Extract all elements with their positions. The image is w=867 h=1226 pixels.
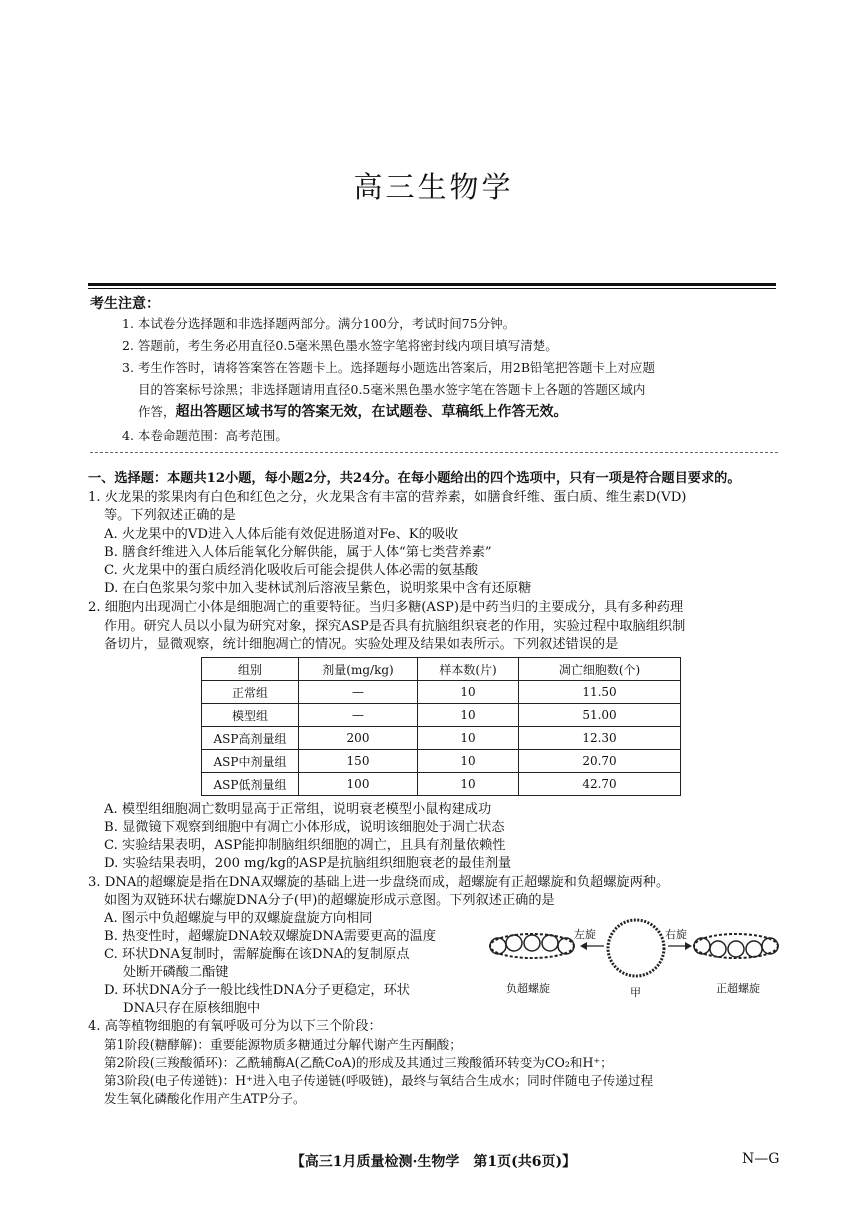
table-cell: 100	[299, 773, 418, 796]
table-header-cell: 组别	[202, 658, 299, 681]
notice-item-4: 4. 本卷命题范围：高考范围。	[122, 428, 288, 443]
q4-stage-1: 第1阶段(糖酵解)：重要能源物质多糖通过分解代谢产生丙酮酸；	[104, 1037, 462, 1052]
fig-label-jia: 甲	[630, 986, 641, 999]
fig-label-right-rotation: 右旋	[665, 928, 687, 941]
table-cell: 11.50	[519, 681, 681, 704]
q2-option-b: B. 显微镜下观察到细胞中有凋亡小体形成，说明该细胞处于凋亡状态	[104, 820, 505, 835]
fig-label-negative-supercoil: 负超螺旋	[506, 982, 550, 995]
relaxed-circle-icon	[608, 920, 664, 976]
fig-label-left-rotation: 左旋	[574, 928, 596, 941]
q1-option-c: C. 火龙果中的蛋白质经消化吸收后可能会提供人体必需的氨基酸	[104, 563, 479, 578]
q3-option-c: C. 环状DNA复制时，需解旋酶在该DNA的复制原点	[104, 947, 410, 962]
q3-option-d: D. 环状DNA分子一般比线性DNA分子更稳定，环状	[104, 983, 410, 998]
section-heading: 一、选择题：本题共12小题，每小题2分，共24分。在每小题给出的四个选项中，只有一项是符合题目要求的。	[88, 471, 741, 486]
table-cell: 20.70	[519, 750, 681, 773]
table-header-row	[202, 658, 681, 681]
table-cell: 51.00	[519, 704, 681, 727]
negative-supercoil-icon	[490, 934, 574, 958]
table-cell: 42.70	[519, 773, 681, 796]
table-cell: 150	[299, 750, 418, 773]
q3-option-a: A. 图示中负超螺旋与甲的双螺旋盘旋方向相同	[104, 911, 373, 926]
q2-option-a: A. 模型组细胞凋亡数明显高于正常组，说明衰老模型小鼠构建成功	[104, 802, 492, 817]
page-code: N—G	[742, 1151, 780, 1167]
table-row	[202, 704, 681, 727]
header-rule-thin	[88, 288, 776, 289]
notice-item-3: 3. 考生作答时，请将答案答在答题卡上。选择题每小题选出答案后，用2B铅笔把答题卡上对应题	[122, 360, 656, 375]
q2-option-c: C. 实验结果表明，ASP能抑制脑组织细胞的凋亡，且具有剂量依赖性	[104, 838, 506, 853]
table-cell: 10	[418, 681, 519, 704]
left-arrow-icon	[580, 942, 604, 950]
q4-stage-3-cont: 发生氧化磷酸化作用产生ATP分子。	[104, 1091, 306, 1106]
table-cell: ASP中剂量组	[202, 750, 299, 773]
table-cell: 10	[418, 704, 519, 727]
table-header-cell: 凋亡细胞数(个)	[519, 658, 681, 681]
q4-stage-2: 第2阶段(三羧酸循环)：乙酰辅酶A(乙酰CoA)的形成及其通过三羧酸循环转变为CO₂和H⁺；	[104, 1055, 613, 1070]
page-footer: 【高三1月质量检测·生物学 第1页(共6页)】	[290, 1154, 577, 1170]
table-row	[202, 727, 681, 750]
table-row	[202, 750, 681, 773]
table-cell: 模型组	[202, 704, 299, 727]
notice-item-3-tail: 作答，	[138, 404, 176, 419]
notice-item-1: 1. 本试卷分选择题和非选择题两部分。满分100分，考试时间75分钟。	[122, 316, 516, 331]
table-row	[202, 773, 681, 796]
notice-item-2: 2. 答题前，考生务必用直径0.5毫米黑色墨水签字笔将密封线内项目填写清楚。	[122, 338, 558, 353]
q1-stem: 1. 火龙果的浆果肉有白色和红色之分，火龙果含有丰富的营养素，如膳食纤维、蛋白质、维生素D(VD)	[88, 490, 687, 505]
q3-option-b: B. 热变性时，超螺旋DNA较双螺旋DNA需要更高的温度	[104, 929, 436, 944]
page-title: 高三生物学	[353, 170, 514, 204]
positive-supercoil-icon	[694, 934, 778, 958]
table-cell: 10	[418, 727, 519, 750]
table-cell: 10	[418, 750, 519, 773]
table-cell: ASP高剂量组	[202, 727, 299, 750]
notice-emphasis: 超出答题区域书写的答案无效，在试题卷、草稿纸上作答无效。	[175, 404, 568, 420]
q2-data-table	[201, 657, 681, 796]
notice-item-3-end	[138, 401, 568, 423]
table-cell: 正常组	[202, 681, 299, 704]
header-rule	[88, 283, 776, 286]
q3-option-d-cont: DNA只存在原核细胞中	[123, 1001, 261, 1016]
table-header-cell: 剂量(mg/kg)	[299, 658, 418, 681]
q2-option-d: D. 实验结果表明，200 mg/kg的ASP是抗脑组织细胞衰老的最佳剂量	[104, 856, 512, 871]
q4-stage-3: 第3阶段(电子传递链)：H⁺进入电子传递链(呼吸链)，最终与氧结合生成水；同时伴随电子传递过程	[104, 1073, 654, 1088]
q3-stem: 3. DNA的超螺旋是指在DNA双螺旋的基础上进一步盘绕而成，超螺旋有正超螺旋和负超螺旋两种。	[88, 875, 670, 890]
q3-stem-cont: 如图为双链环状右螺旋DNA分子(甲)的超螺旋形成示意图。下列叙述正确的是	[104, 893, 555, 908]
q1-option-b: B. 膳食纤维进入人体后能氧化分解供能，属于人体“第七类营养素”	[104, 545, 492, 560]
table-row	[202, 681, 681, 704]
q1-stem-cont: 等。下列叙述正确的是	[104, 508, 236, 523]
right-arrow-icon	[668, 942, 692, 950]
table-cell: 12.30	[519, 727, 681, 750]
table-cell: —	[299, 681, 418, 704]
q1-option-a: A. 火龙果中的VD进入人体后能有效促进肠道对Fe、K的吸收	[104, 527, 459, 542]
table-cell: ASP低剂量组	[202, 773, 299, 796]
q2-stem: 2. 细胞内出现凋亡小体是细胞凋亡的重要特征。当归多糖(ASP)是中药当归的主要成分，具有多种药理	[88, 600, 684, 615]
q4-stem: 4. 高等植物细胞的有氧呼吸可分为以下三个阶段：	[88, 1019, 382, 1034]
table-cell: —	[299, 704, 418, 727]
table-cell: 200	[299, 727, 418, 750]
notice-item-3-cont: 目的答案标号涂黑；非选择题请用直径0.5毫米黑色墨水签字笔在答题卡上各题的答题区域内	[138, 382, 646, 397]
q2-stem-end: 备切片，显微观察，统计细胞凋亡的情况。实验处理及结果如表所示。下列叙述错误的是	[104, 637, 619, 652]
q2-stem-cont: 作用。研究人员以小鼠为研究对象，探究ASP是否具有抗脑组织衰老的作用，实验过程中取脑组织制	[104, 619, 686, 634]
q3-option-c-cont: 处断开磷酸二酯键	[123, 965, 229, 980]
q1-option-d: D. 在白色浆果匀浆中加入斐林试剂后溶液呈紫色，说明浆果中含有还原糖	[104, 581, 532, 596]
fig-label-positive-supercoil: 正超螺旋	[716, 982, 760, 995]
notice-heading: 考生注意：	[90, 296, 160, 312]
table-cell: 10	[418, 773, 519, 796]
notice-divider	[90, 452, 778, 453]
table-header-cell: 样本数(片)	[418, 658, 519, 681]
